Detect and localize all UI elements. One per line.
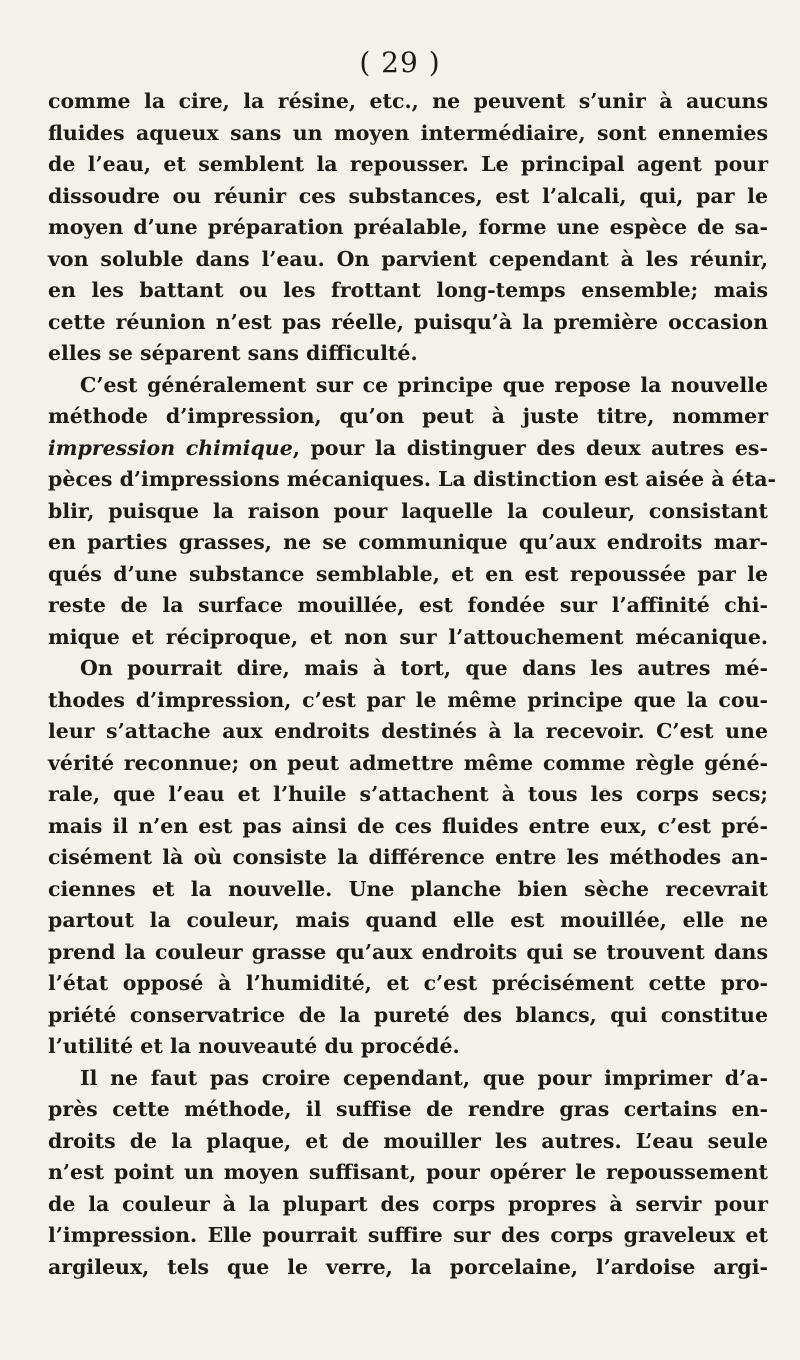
text-line: en les battant ou les frottant long-temps ensemble; mais bbox=[48, 278, 768, 302]
text-line: ciennes et la nouvelle. Une planche bien sèche recevrait bbox=[48, 876, 768, 901]
text-line: l’impression. Elle pourrait suffire sur des corps graveleux et bbox=[48, 1223, 768, 1247]
text-line: n’est point un moyen suffisant, pour opérer le repoussement bbox=[48, 1160, 768, 1184]
text-line: cette réunion n’est pas réelle, puisqu’à la première occasion bbox=[48, 309, 768, 334]
page-body-text bbox=[48, 86, 776, 1283]
text-line: partout la couleur, mais quand elle est mouillée, elle ne bbox=[48, 908, 768, 932]
text-line: thodes d’impression, c’est par le même principe que la cou- bbox=[48, 687, 768, 712]
text-line: rale, que l’eau et l’huile s’attachent à tous les corps secs; bbox=[48, 782, 768, 806]
text-line: vérité reconnue; on peut admettre même comme règle géné- bbox=[48, 750, 768, 775]
text-line: argileux, tels que le verre, la porcelaine, l’ardoise argi- bbox=[48, 1254, 768, 1279]
text-line: leur s’attache aux endroits destinés à la recevoir. C’est une bbox=[48, 719, 768, 743]
text-line: cisément là où consiste la différence entre les méthodes an- bbox=[48, 845, 768, 869]
text-line: On pourrait dire, mais à tort, que dans les autres mé- bbox=[80, 656, 768, 680]
text-line: l’état opposé à l’humidité, et c’est précisément cette pro- bbox=[48, 971, 768, 995]
text-line: mique et réciproque, et non sur l’attouchement mécanique. bbox=[48, 624, 768, 649]
text-line: moyen d’une préparation préalable, forme une espèce de sa- bbox=[48, 215, 768, 239]
text-line: pèces d’impressions mécaniques. La distinction est aisée à éta- bbox=[48, 467, 776, 491]
text-line: prend la couleur grasse qu’aux endroits qui se trouvent dans bbox=[48, 939, 768, 964]
text-line: près cette méthode, il suffise de rendre gras certains en- bbox=[48, 1097, 768, 1121]
text-line bbox=[48, 433, 768, 465]
text-fragment: , pour la distinguer des deux autres es- bbox=[292, 435, 768, 460]
text-line: méthode d’impression, qu’on peut à juste titre, nommer bbox=[48, 404, 768, 428]
text-line: priété conservatrice de la pureté des blancs, qui constitue bbox=[48, 1002, 768, 1027]
text-line: l’utilité et la nouveauté du procédé. bbox=[48, 1034, 460, 1058]
page-number: ( 29 ) bbox=[359, 46, 441, 79]
text-line: de la couleur à la plupart des corps propres à servir pour bbox=[48, 1191, 768, 1216]
text-line: en parties grasses, ne se communique qu’aux endroits mar- bbox=[48, 530, 768, 554]
text-line: reste de la surface mouillée, est fondée sur l’affinité chi- bbox=[48, 593, 768, 617]
text-line: de l’eau, et semblent la repousser. Le principal agent pour bbox=[48, 152, 768, 176]
text-line: mais il n’en est pas ainsi de ces fluides entre eux, c’est pré- bbox=[48, 813, 768, 838]
text-line: fluides aqueux sans un moyen intermédiaire, sont ennemies bbox=[48, 120, 768, 145]
text-line: droits de la plaque, et de mouiller les autres. L’eau seule bbox=[48, 1128, 768, 1153]
text-line: C’est généralement sur ce principe que repose la nouvelle bbox=[80, 372, 768, 397]
text-line: blir, puisque la raison pour laquelle la couleur, consistant bbox=[48, 498, 768, 523]
text-line: elles se séparent sans difficulté. bbox=[48, 341, 418, 365]
text-line: Il ne faut pas croire cependant, que pour imprimer d’a- bbox=[80, 1065, 768, 1090]
italic-term: impression chimique bbox=[48, 435, 293, 460]
text-line: dissoudre ou réunir ces substances, est l’alcali, qui, par le bbox=[48, 183, 768, 208]
text-line: von soluble dans l’eau. On parvient cependant à les réunir, bbox=[48, 246, 768, 271]
text-line: qués d’une substance semblable, et en est repoussée par le bbox=[48, 561, 768, 586]
text-line: comme la cire, la résine, etc., ne peuvent s’unir à aucuns bbox=[48, 89, 768, 113]
